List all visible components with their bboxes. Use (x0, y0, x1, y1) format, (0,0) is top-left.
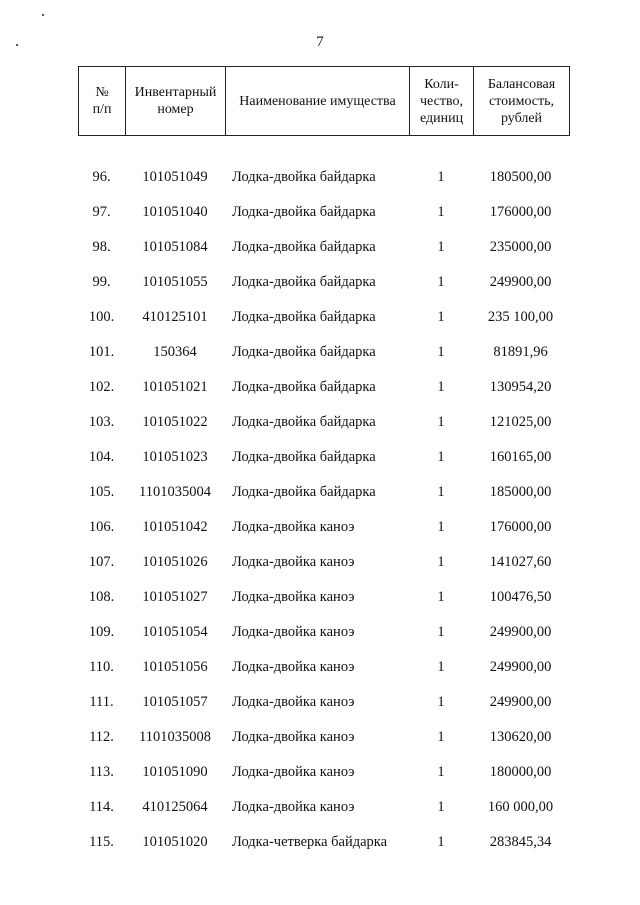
inventory-number: 101051027 (142, 589, 208, 605)
inventory-number: 101051020 (142, 834, 208, 850)
property-name: Лодка-двойка байдарка (232, 239, 376, 255)
property-name: Лодка-двойка байдарка (232, 309, 376, 325)
quantity: 1 (437, 554, 445, 570)
property-name: Лодка-двойка байдарка (232, 379, 376, 395)
book-value: 180000,00 (489, 764, 552, 780)
inventory-number: 410125101 (142, 309, 208, 325)
row-number: 97. (92, 204, 111, 220)
row-number: 98. (92, 239, 111, 255)
property-name: Лодка-четверка байдарка (232, 834, 388, 850)
table-row (78, 755, 570, 790)
row-number: 111. (89, 694, 114, 710)
property-name: Лодка-двойка каноэ (232, 694, 355, 710)
inventory-number: 1101035004 (139, 484, 211, 500)
book-value: 176000,00 (489, 519, 552, 535)
book-value: 130620,00 (489, 729, 552, 745)
inventory-number: 101051022 (142, 414, 208, 430)
quantity: 1 (437, 204, 445, 220)
row-number: 107. (88, 554, 115, 570)
table-header (78, 66, 570, 136)
row-number: 108. (88, 589, 115, 605)
header-inventory-number: Инвентарный номер (126, 67, 226, 135)
table-row (78, 195, 570, 230)
property-name: Лодка-двойка байдарка (232, 274, 376, 290)
quantity: 1 (437, 449, 445, 465)
inventory-number: 410125064 (142, 799, 208, 815)
book-value: 130954,20 (489, 379, 552, 395)
book-value: 176000,00 (489, 204, 552, 220)
property-name: Лодка-двойка каноэ (232, 519, 355, 535)
inventory-number: 101051055 (142, 274, 208, 290)
table-row (78, 440, 570, 475)
property-name: Лодка-двойка байдарка (232, 414, 376, 430)
header-book-value: Балансовая стоимость, рублей (487, 76, 556, 126)
quantity: 1 (437, 519, 445, 535)
quantity: 1 (437, 729, 445, 745)
table-row (78, 545, 570, 580)
book-value: 160 000,00 (487, 799, 554, 815)
table-row (78, 230, 570, 265)
property-name: Лодка-двойка байдарка (232, 449, 376, 465)
row-number: 104. (88, 449, 115, 465)
quantity: 1 (437, 624, 445, 640)
table-row (78, 265, 570, 300)
table-row (78, 720, 570, 755)
inventory-number: 101051049 (142, 169, 208, 185)
inventory-number: 101051056 (142, 659, 208, 675)
row-number: 105. (88, 484, 115, 500)
row-number: 109. (88, 624, 115, 640)
inventory-number: 101051026 (142, 554, 208, 570)
property-name: Лодка-двойка каноэ (232, 764, 355, 780)
scan-speck (42, 14, 44, 16)
row-number: 103. (88, 414, 115, 430)
inventory-number: 101051054 (142, 624, 208, 640)
table-row (78, 475, 570, 510)
property-name: Лодка-двойка каноэ (232, 624, 355, 640)
inventory-number: 101051042 (142, 519, 208, 535)
book-value: 160165,00 (489, 449, 552, 465)
property-name: Лодка-двойка каноэ (232, 659, 355, 675)
book-value: 81891,96 (493, 344, 548, 360)
inventory-number: 101051021 (142, 379, 208, 395)
table-row (78, 300, 570, 335)
inventory-number: 101051040 (142, 204, 208, 220)
table-row (78, 650, 570, 685)
book-value: 235 100,00 (487, 309, 554, 325)
property-name: Лодка-двойка каноэ (232, 589, 355, 605)
book-value: 185000,00 (489, 484, 552, 500)
table-body (78, 160, 570, 860)
quantity: 1 (437, 834, 445, 850)
table-row (78, 510, 570, 545)
book-value: 249900,00 (489, 624, 552, 640)
inventory-number: 101051057 (142, 694, 208, 710)
quantity: 1 (437, 309, 445, 325)
row-number: 110. (89, 659, 114, 675)
quantity: 1 (437, 764, 445, 780)
table-row (78, 335, 570, 370)
row-number: 112. (89, 729, 114, 745)
quantity: 1 (437, 414, 445, 430)
quantity: 1 (437, 484, 445, 500)
quantity: 1 (437, 274, 445, 290)
book-value: 249900,00 (489, 659, 552, 675)
inventory-number: 101051023 (142, 449, 208, 465)
property-name: Лодка-двойка байдарка (232, 344, 376, 360)
book-value: 180500,00 (489, 169, 552, 185)
quantity: 1 (437, 239, 445, 255)
book-value: 121025,00 (489, 414, 552, 430)
book-value: 249900,00 (489, 694, 552, 710)
header-property-name: Наименование имущества (226, 67, 410, 135)
property-name: Лодка-двойка каноэ (232, 729, 355, 745)
table-row (78, 405, 570, 440)
quantity: 1 (437, 589, 445, 605)
property-name: Лодка-двойка каноэ (232, 554, 355, 570)
property-name: Лодка-двойка байдарка (232, 169, 376, 185)
table-row (78, 580, 570, 615)
table-row (78, 615, 570, 650)
quantity: 1 (437, 169, 445, 185)
inventory-number: 150364 (153, 344, 197, 360)
row-number: 96. (92, 169, 111, 185)
quantity: 1 (437, 344, 445, 360)
book-value: 249900,00 (489, 274, 552, 290)
book-value: 283845,34 (489, 834, 552, 850)
property-name: Лодка-двойка байдарка (232, 204, 376, 220)
row-number: 100. (88, 309, 115, 325)
row-number: 115. (89, 834, 114, 850)
row-number: 114. (89, 799, 114, 815)
inventory-number: 101051090 (142, 764, 208, 780)
property-name: Лодка-двойка каноэ (232, 799, 355, 815)
row-number: 101. (88, 344, 115, 360)
table-row (78, 825, 570, 860)
table-row (78, 685, 570, 720)
inventory-number: 1101035008 (139, 729, 211, 745)
table-row (78, 790, 570, 825)
quantity: 1 (437, 659, 445, 675)
quantity: 1 (437, 799, 445, 815)
quantity: 1 (437, 694, 445, 710)
quantity: 1 (437, 379, 445, 395)
row-number: 102. (88, 379, 115, 395)
header-row-number: № п/п (79, 67, 126, 135)
book-value: 235000,00 (489, 239, 552, 255)
page-number: 7 (316, 34, 324, 50)
row-number: 113. (89, 764, 114, 780)
row-number: 106. (88, 519, 115, 535)
property-name: Лодка-двойка байдарка (232, 484, 376, 500)
table-row (78, 160, 570, 195)
table-row (78, 370, 570, 405)
inventory-number: 101051084 (142, 239, 208, 255)
header-quantity: Коли- чество, единиц (410, 67, 474, 135)
book-value: 141027,60 (489, 554, 552, 570)
row-number: 99. (92, 274, 111, 290)
book-value: 100476,50 (489, 589, 552, 605)
